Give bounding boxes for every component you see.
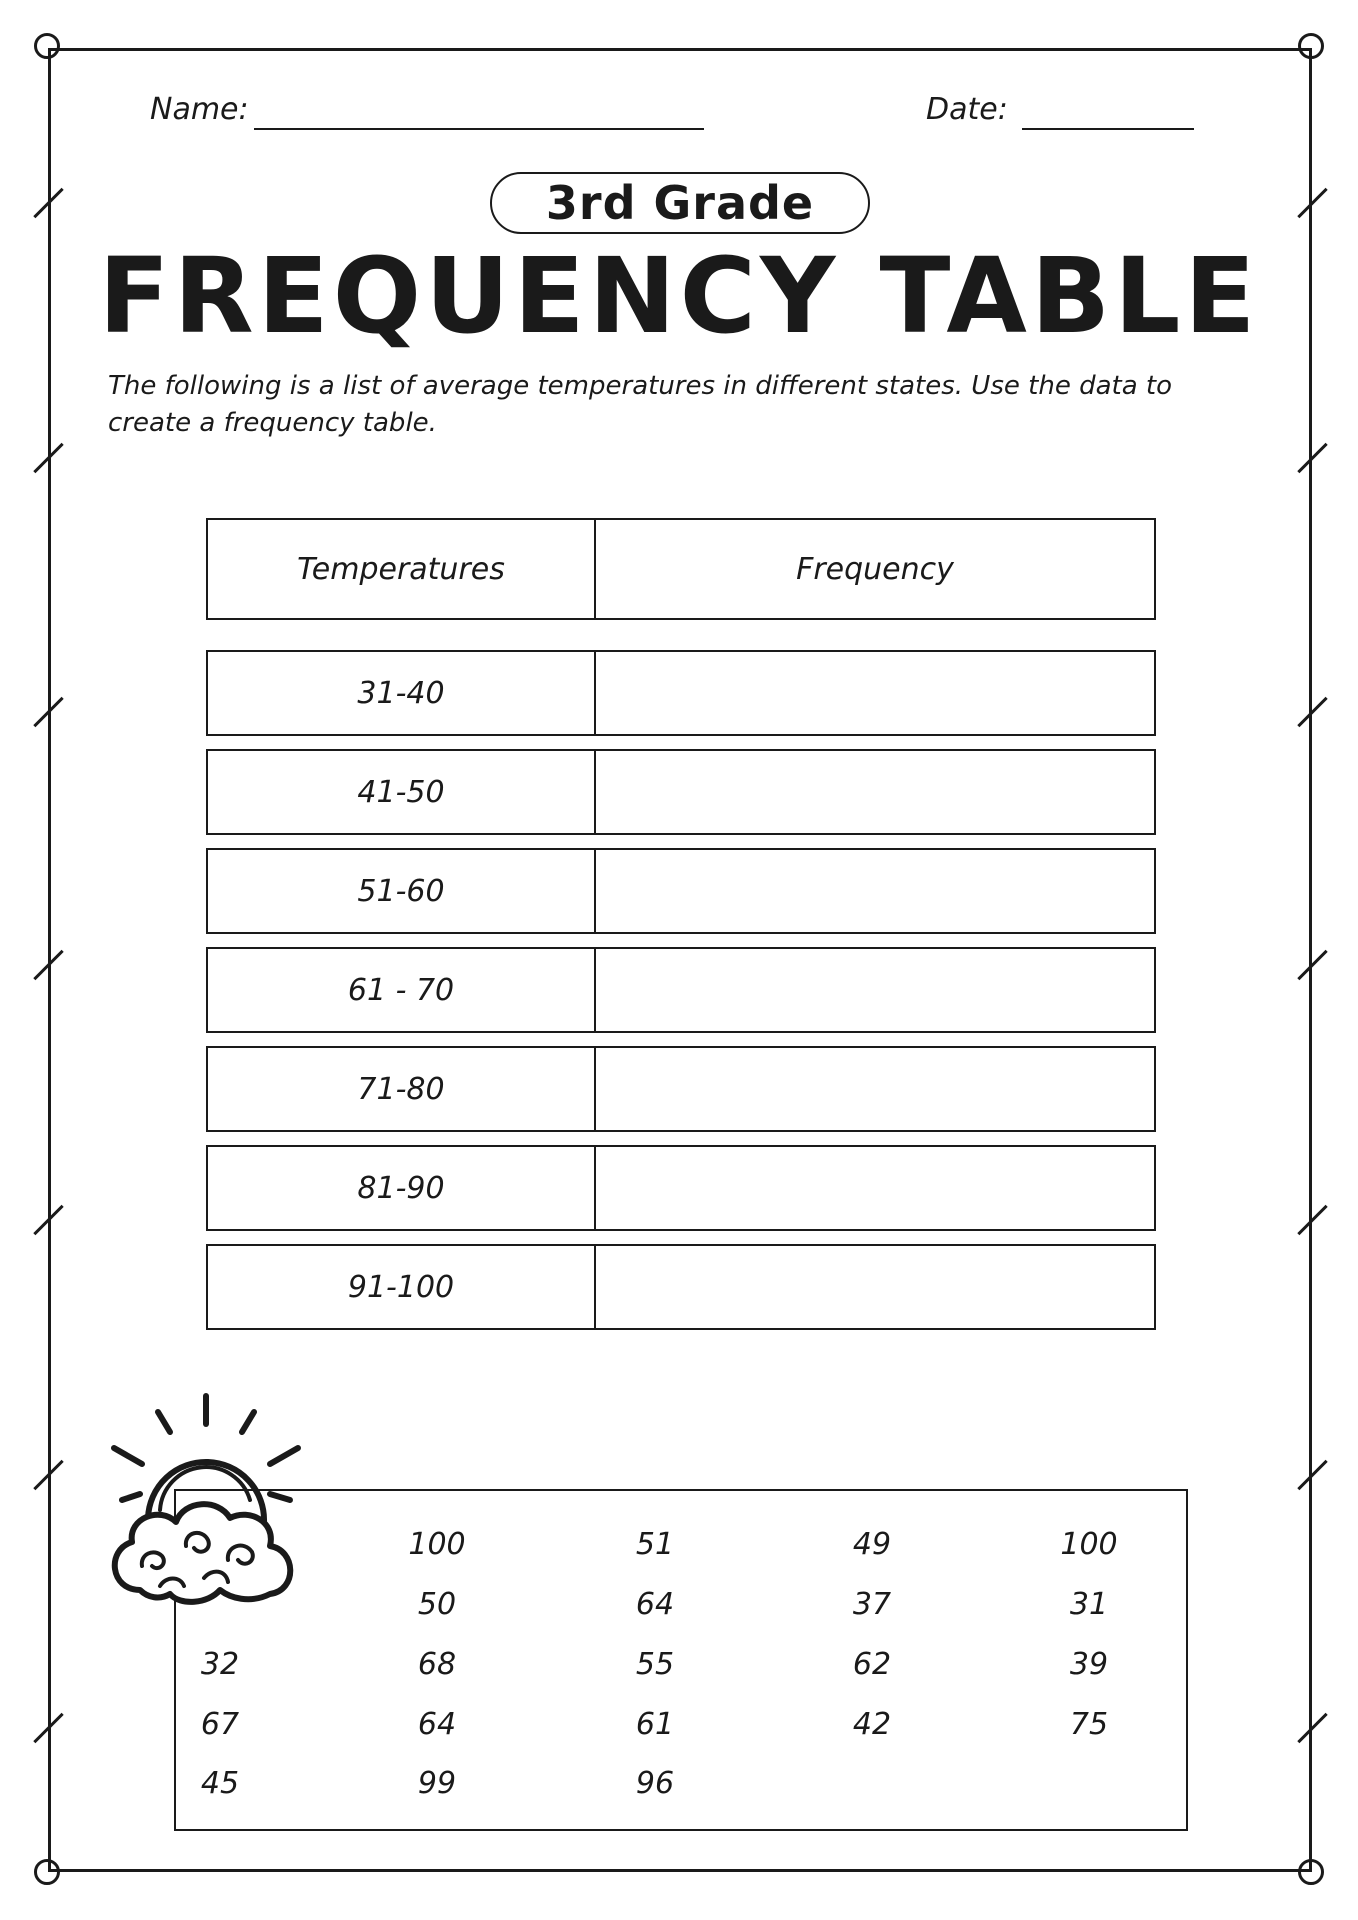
header-frequency: Frequency <box>796 551 954 587</box>
data-value: 45 <box>200 1766 240 1801</box>
temperature-range: 51-60 <box>208 850 596 932</box>
data-value: 62 <box>852 1647 892 1682</box>
table-row <box>206 848 1156 934</box>
temperature-range: 41-50 <box>208 751 596 833</box>
data-value: 55 <box>635 1647 675 1682</box>
date-field[interactable] <box>1022 128 1194 130</box>
data-value: 42 <box>852 1707 892 1742</box>
temperature-data-box <box>174 1489 1188 1831</box>
frequency-answer-cell[interactable] <box>596 1246 1154 1328</box>
data-value: 99 <box>417 1766 457 1801</box>
data-value: 49 <box>852 1527 892 1562</box>
data-value: 51 <box>635 1527 675 1562</box>
table-row <box>206 749 1156 835</box>
corner-circle-top-right <box>1298 33 1324 59</box>
data-value: 39 <box>1069 1647 1109 1682</box>
sun-behind-cloud-icon <box>100 1390 310 1620</box>
table-row <box>206 1145 1156 1231</box>
data-value: 64 <box>417 1707 457 1742</box>
data-value: 61 <box>635 1707 675 1742</box>
temperature-range: 31-40 <box>208 652 596 734</box>
corner-circle-bottom-left <box>34 1859 60 1885</box>
page-title: FREQUENCY TABLE <box>98 235 1260 357</box>
data-value: 37 <box>852 1587 892 1622</box>
table-row <box>206 650 1156 736</box>
data-value: 100 <box>408 1527 466 1562</box>
frequency-answer-cell[interactable] <box>596 652 1154 734</box>
frequency-answer-cell[interactable] <box>596 1147 1154 1229</box>
header-temperatures: Temperatures <box>208 520 596 618</box>
corner-circle-bottom-right <box>1298 1859 1324 1885</box>
data-value: 31 <box>1069 1587 1109 1622</box>
table-row <box>206 1244 1156 1330</box>
corner-circle-top-left <box>34 33 60 59</box>
data-value: 32 <box>200 1647 240 1682</box>
data-value: 67 <box>200 1707 240 1742</box>
date-label: Date: <box>926 92 1008 127</box>
data-value: 64 <box>635 1587 675 1622</box>
table-row <box>206 1046 1156 1132</box>
data-value: 75 <box>1069 1707 1109 1742</box>
data-value: 68 <box>417 1647 457 1682</box>
temperature-range: 81-90 <box>208 1147 596 1229</box>
temperature-range: 71-80 <box>208 1048 596 1130</box>
data-value: 100 <box>1060 1527 1118 1562</box>
frequency-answer-cell[interactable] <box>596 949 1154 1031</box>
frequency-answer-cell[interactable] <box>596 850 1154 932</box>
data-value: 96 <box>635 1766 675 1801</box>
frequency-answer-cell[interactable] <box>596 1048 1154 1130</box>
grade-badge: 3rd Grade <box>490 172 870 234</box>
data-value: 50 <box>417 1587 457 1622</box>
temperature-range: 91-100 <box>208 1246 596 1328</box>
name-field[interactable] <box>254 128 704 130</box>
frequency-answer-cell[interactable] <box>596 751 1154 833</box>
name-label: Name: <box>150 92 249 127</box>
table-header-row <box>206 518 1156 620</box>
table-row <box>206 947 1156 1033</box>
instructions-text: The following is a list of average temperatures in different states. Use the data to create a frequency table. <box>108 371 1173 438</box>
temperature-range: 61 - 70 <box>208 949 596 1031</box>
